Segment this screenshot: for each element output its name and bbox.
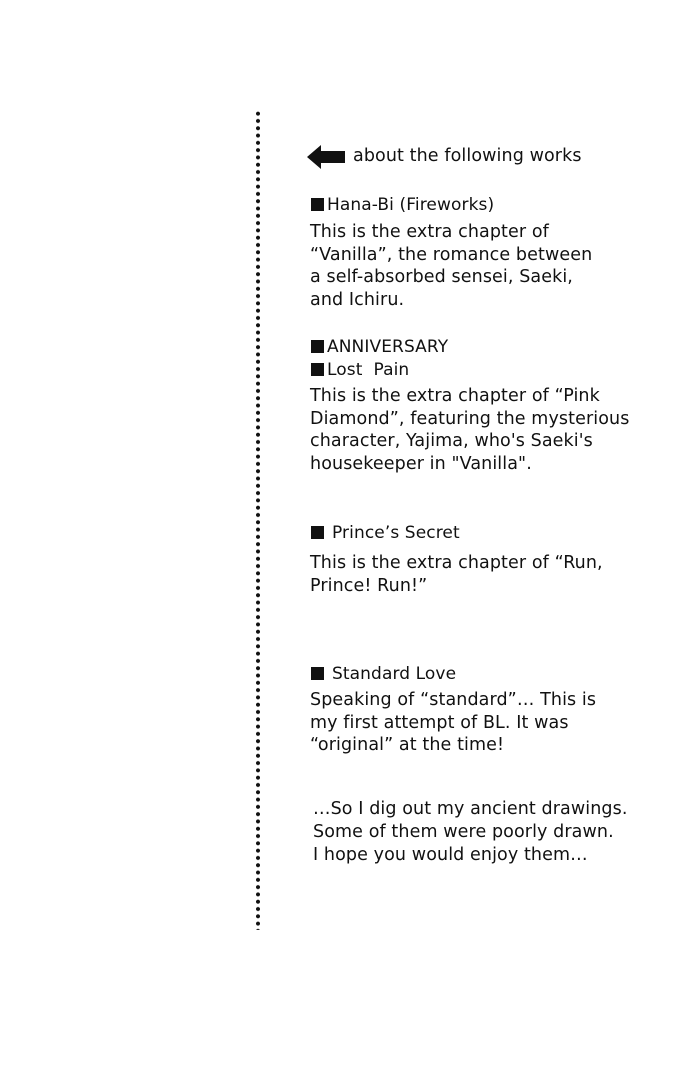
square-bullet-icon: [311, 340, 324, 353]
work-title-anniversary: ANNIVERSARY: [311, 336, 448, 359]
work-desc-line: This is the extra chapter of “Pink: [310, 386, 600, 406]
work-desc-line: my first attempt of BL. It was: [310, 712, 569, 733]
work-title-standard-love: Standard Love: [311, 663, 456, 686]
work-desc-line: housekeeper in "Vanilla".: [310, 453, 532, 474]
work-desc-line: This is the extra chapter of: [310, 222, 549, 242]
work-desc-line: This is the extra chapter of “Run,: [310, 553, 603, 573]
closing-line: Some of them were poorly drawn.: [313, 822, 614, 842]
work-desc-line: “original” at the time!: [310, 735, 505, 755]
work-title-princes-secret: Prince’s Secret: [311, 522, 460, 545]
work-desc-line: a self-absorbed sensei, Saeki,: [310, 267, 573, 287]
work-desc-line: character, Yajima, who's Saeki's: [310, 431, 593, 451]
square-bullet-icon: [311, 363, 324, 376]
dotted-divider: [255, 110, 261, 930]
square-bullet-icon: [311, 667, 324, 680]
work-desc-line: Diamond”, featuring the mysterious: [310, 408, 630, 429]
intro-label: about the following works: [353, 146, 582, 166]
work-desc-line: Prince! Run!”: [310, 576, 428, 596]
left-arrow-icon: [307, 145, 345, 169]
closing-line: I hope you would enjoy them…: [313, 845, 588, 865]
work-title-hana-bi: Hana-Bi (Fireworks): [311, 194, 494, 217]
work-desc-line: and Ichiru.: [310, 289, 405, 310]
work-title-lost-pain: Lost Pain: [311, 359, 409, 382]
closing-line: …So I dig out my ancient drawings.: [313, 799, 628, 819]
work-desc-line: “Vanilla”, the romance between: [310, 244, 593, 265]
square-bullet-icon: [311, 526, 324, 539]
square-bullet-icon: [311, 198, 324, 211]
work-desc-line: Speaking of “standard”… This is: [310, 690, 597, 710]
